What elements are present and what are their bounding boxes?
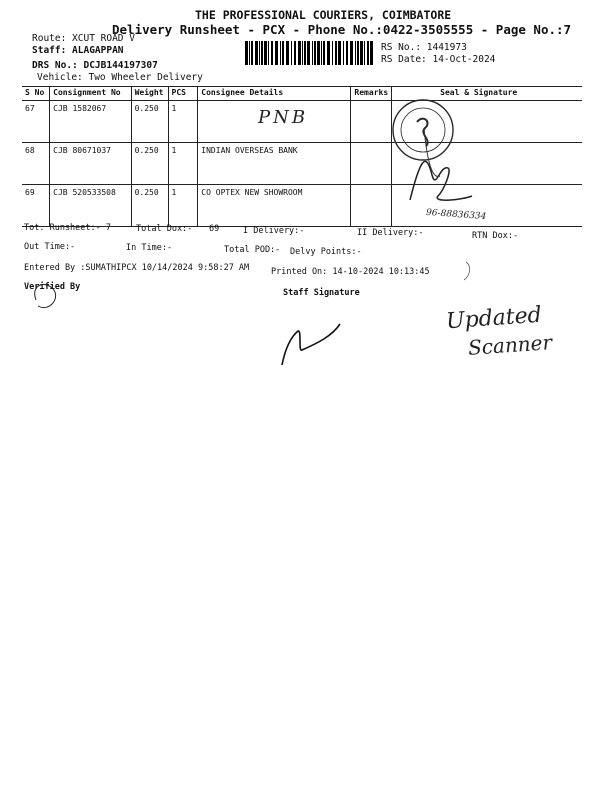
printed-on: Printed On: 14-10-2024 10:13:45: [271, 267, 430, 277]
cell-weight: 0.250: [131, 101, 168, 143]
drs-number: DRS No.: DCJB144197307: [32, 60, 158, 71]
verified-by: Verified By: [24, 282, 81, 292]
company-name: THE PROFESSIONAL COURIERS, COIMBATORE: [195, 8, 452, 22]
cell-weight: 0.250: [131, 185, 168, 227]
col-sno: S No: [22, 87, 50, 101]
cell-pcs: 1: [168, 143, 198, 185]
in-time: In Time:-: [126, 243, 173, 253]
barcode: [245, 41, 373, 65]
col-pcs: PCS: [168, 87, 198, 101]
table-row: [22, 143, 582, 185]
cell-remarks: [351, 101, 392, 143]
cell-signature: [392, 101, 582, 143]
route-label: Route: XCUT ROAD V: [32, 33, 135, 44]
handwritten-pnb: PNB: [258, 107, 309, 128]
ii-delivery: II Delivery:-: [357, 228, 424, 238]
cell-signature: [392, 143, 582, 185]
cell-sno: 69: [22, 185, 50, 227]
delvy-points: Delvy Points:-: [290, 247, 362, 257]
cell-sno: 67: [22, 101, 50, 143]
total-dox-label: Total Dox:-: [136, 224, 193, 234]
cell-consignment: CJB 80671037: [50, 143, 131, 185]
cell-remarks: [351, 143, 392, 185]
col-weight: Weight: [131, 87, 168, 101]
cell-weight: 0.250: [131, 143, 168, 185]
i-delivery: I Delivery:-: [243, 226, 305, 236]
col-consignment: Consignment No: [50, 87, 131, 101]
table-row: [22, 185, 582, 227]
staff-signature-icon: [282, 324, 340, 365]
cell-consignee: CO OPTEX NEW SHOWROOM: [198, 185, 351, 227]
handwritten-scanner: Scanner: [467, 330, 553, 360]
cell-signature: [392, 185, 582, 227]
col-remarks: Remarks: [351, 87, 392, 101]
total-pod: Total POD:-: [224, 245, 281, 255]
vehicle-label: Vehicle: Two Wheeler Delivery: [37, 72, 203, 83]
col-consignee: Consignee Details: [198, 87, 351, 101]
handwritten-updated: Updated: [445, 302, 543, 335]
entered-by: Entered By :SUMATHIPCX 10/14/2024 9:58:27 AM: [24, 263, 250, 273]
out-time: Out Time:-: [24, 242, 76, 252]
runsheet-title: Delivery Runsheet - PCX - Phone No.:0422-3505555 - Page No.:7: [112, 22, 572, 37]
cell-consignment: CJB 1582067: [50, 101, 131, 143]
rtn-dox: RTN Dox:-: [472, 231, 519, 241]
col-seal-signature: Seal & Signature: [440, 88, 518, 97]
cell-sno: 68: [22, 143, 50, 185]
staff-signature-label: Staff Signature: [283, 288, 360, 298]
cell-remarks: [351, 185, 392, 227]
handwritten-phone: 96-88836334: [425, 207, 487, 223]
cell-pcs: 1: [168, 101, 198, 143]
staff-label: Staff: ALAGAPPAN: [32, 45, 124, 56]
cell-consignment: CJB 520533508: [50, 185, 131, 227]
cell-pcs: 1: [168, 185, 198, 227]
cell-consignee: INDIAN OVERSEAS BANK: [198, 143, 351, 185]
tot-runsheet: Tot. Runsheet:- 7: [24, 223, 111, 233]
rs-number: RS No.: 1441973: [381, 42, 467, 53]
rs-date: RS Date: 14-Oct-2024: [381, 54, 496, 65]
total-dox-value: 69: [209, 224, 220, 234]
